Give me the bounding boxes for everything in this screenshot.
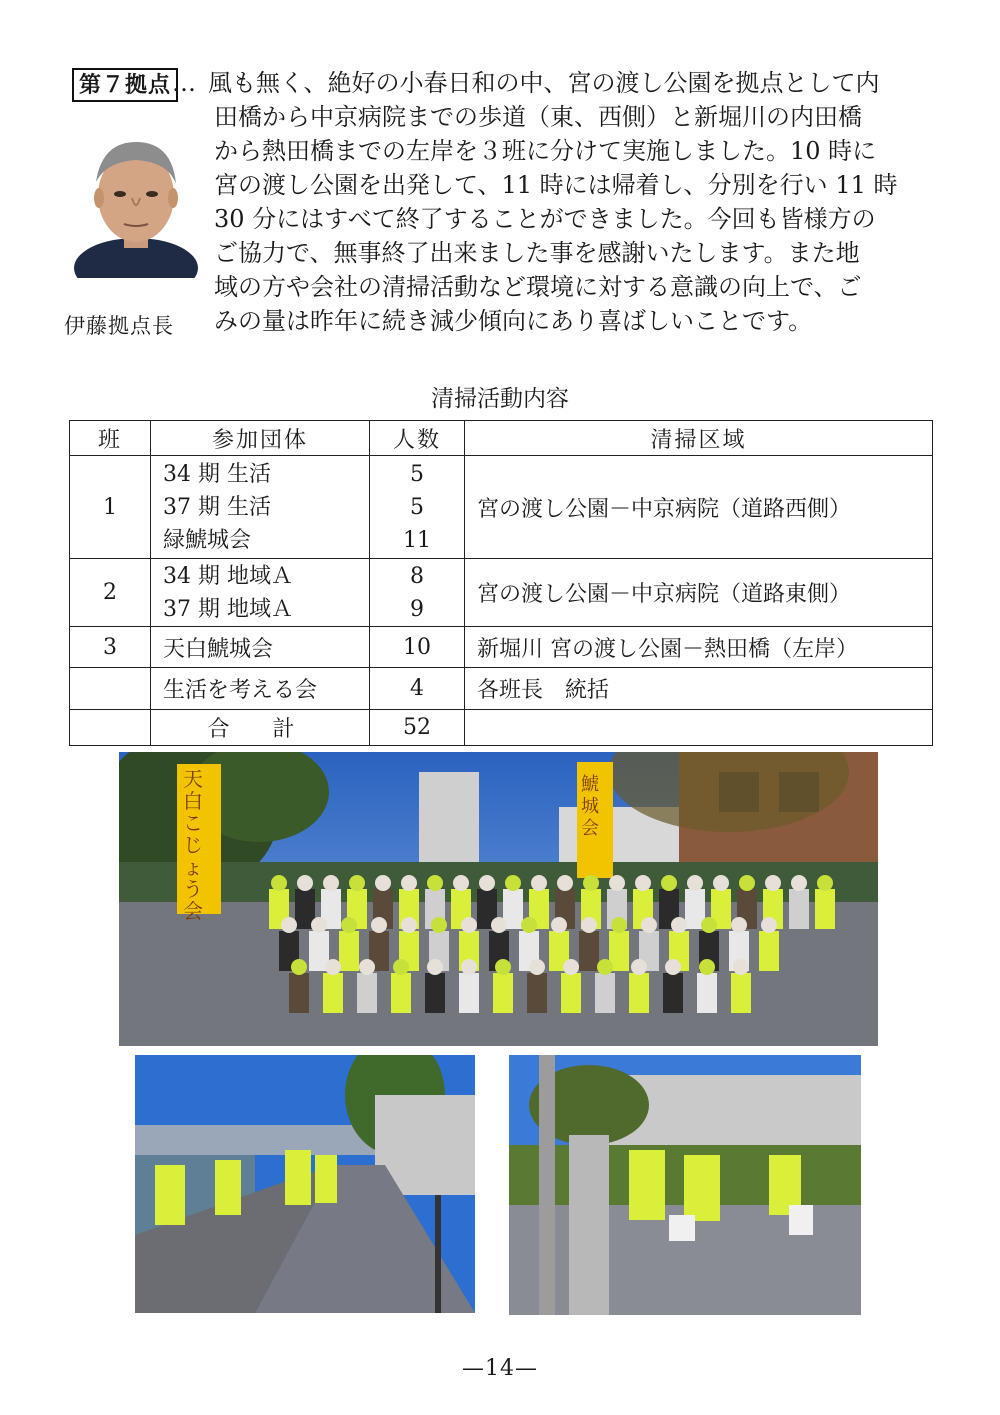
person-head (699, 959, 715, 975)
person-head (609, 875, 625, 891)
person-head (427, 959, 443, 975)
total-label: 合 計 (151, 710, 370, 746)
person-head (461, 959, 477, 975)
body-line: 30 分にはすべて終了することができました。今回も皆様方の (214, 205, 876, 233)
sidewalk-photo (509, 1055, 861, 1315)
person-head (701, 917, 717, 933)
cell-han: 1 (70, 456, 151, 559)
person-head (671, 917, 687, 933)
person-figure (357, 973, 377, 1013)
page-number: —14— (462, 1356, 538, 1381)
person-head (631, 959, 647, 975)
group-photo (119, 752, 878, 1046)
header-count: 人数 (370, 421, 465, 456)
person-figure (527, 973, 547, 1013)
portrait-caption: 伊藤拠点長 (64, 314, 174, 338)
person-head (641, 917, 657, 933)
header-area: 清掃区域 (465, 421, 933, 456)
person-head (733, 959, 749, 975)
person-head (665, 959, 681, 975)
person-head (393, 959, 409, 975)
person-head (281, 917, 297, 933)
person-head (529, 959, 545, 975)
person-figure (789, 889, 809, 929)
body-line: 田橋から中京病院までの歩道（東、西側）と新堀川の内田橋 (214, 103, 862, 131)
body-line: ご協力で、無事終了出来ました事を感謝いたします。また地 (214, 239, 860, 267)
person-head (551, 917, 567, 933)
group-name: 37 期 地域Ａ (163, 596, 293, 622)
cell-han (70, 668, 151, 710)
cell-groups: 生活を考える会 (151, 668, 370, 710)
person-figure (425, 973, 445, 1013)
body-paragraph (172, 66, 942, 338)
ellipsis-lead: … (172, 69, 196, 97)
cell-groups: 天白鯱城会 (151, 627, 370, 668)
portrait-photo (72, 128, 200, 278)
group-name: 緑鯱城会 (163, 527, 252, 553)
person-head (491, 917, 507, 933)
person-head (765, 875, 781, 891)
banner-right-text: 鯱城会 (581, 774, 599, 839)
person-figure (561, 973, 581, 1013)
person-head (375, 875, 391, 891)
person-head (583, 875, 599, 891)
header-group: 参加団体 (151, 421, 370, 456)
table-row (70, 668, 933, 710)
cell-groups (151, 456, 370, 559)
cell-counts: 10 (370, 627, 465, 668)
banner-left-text: 天白こじょう会 (183, 767, 203, 923)
cell-counts (370, 456, 465, 559)
cell-han: 3 (70, 627, 151, 668)
cell-area-empty (465, 710, 933, 746)
person-head (687, 875, 703, 891)
person-head (371, 917, 387, 933)
count-value: 9 (410, 596, 424, 622)
person-head (323, 875, 339, 891)
group-name: 34 期 地域Ａ (163, 563, 293, 589)
person-figure (323, 973, 343, 1013)
person-head (461, 917, 477, 933)
body-line (172, 66, 942, 100)
person-head (531, 875, 547, 891)
person-head (731, 917, 747, 933)
person-head (453, 875, 469, 891)
person-head (739, 875, 755, 891)
activity-table (69, 420, 933, 746)
table-row (70, 456, 933, 559)
count-value: 5 (410, 461, 424, 487)
table-row (70, 559, 933, 627)
table-row (70, 627, 933, 668)
person-head (427, 875, 443, 891)
group-name: 37 期 生活 (163, 494, 271, 520)
body-line-text: 風も無く、絶好の小春日和の中、宮の渡し公園を拠点として内 (208, 69, 880, 97)
person-head (291, 959, 307, 975)
person-figure (289, 973, 309, 1013)
person-head (325, 959, 341, 975)
body-line: 域の方や会社の清掃活動など環境に対する意識の向上で、ご (214, 273, 862, 301)
table-title: 清掃活動内容 (431, 386, 569, 412)
person-head (349, 875, 365, 891)
total-count: 52 (370, 710, 465, 746)
person-head (761, 917, 777, 933)
cell-counts: 4 (370, 668, 465, 710)
body-line: みの量は昨年に続き減少傾向にあり喜ばしいことです。 (214, 307, 813, 335)
person-figure (459, 973, 479, 1013)
person-head (563, 959, 579, 975)
person-head (401, 917, 417, 933)
person-head (581, 917, 597, 933)
count-value: 5 (410, 494, 424, 520)
person-head (791, 875, 807, 891)
group-name: 34 期 生活 (163, 461, 271, 487)
person-head (297, 875, 313, 891)
person-head (479, 875, 495, 891)
person-head (401, 875, 417, 891)
cell-area: 宮の渡し公園－中京病院（道路西側） (465, 456, 933, 559)
person-head (597, 959, 613, 975)
person-figure (663, 973, 683, 1013)
person-figure (731, 973, 751, 1013)
count-value: 11 (403, 527, 431, 553)
cell-groups (151, 559, 370, 627)
person-head (635, 875, 651, 891)
cell-han: 2 (70, 559, 151, 627)
person-figure (629, 973, 649, 1013)
person-head (271, 875, 287, 891)
body-line: 宮の渡し公園を出発して、11 時には帰着し、分別を行い 11 時 (214, 171, 898, 199)
person-head (661, 875, 677, 891)
person-head (817, 875, 833, 891)
person-figure (493, 973, 513, 1013)
person-head (557, 875, 573, 891)
table-header-row (70, 421, 933, 456)
cell-area: 新堀川 宮の渡し公園－熱田橋（左岸） (465, 627, 933, 668)
person-figure (697, 973, 717, 1013)
person-figure (595, 973, 615, 1013)
cell-area: 各班長 統括 (465, 668, 933, 710)
person-figure (391, 973, 411, 1013)
body-line: から熱田橋までの左岸を３班に分けて実施しました。10 時に (214, 137, 877, 165)
person-head (611, 917, 627, 933)
person-figure (579, 931, 599, 971)
person-head (359, 959, 375, 975)
person-head (505, 875, 521, 891)
person-head (495, 959, 511, 975)
person-head (341, 917, 357, 933)
cell-counts (370, 559, 465, 627)
header-han: 班 (70, 421, 151, 456)
riverside-photo (135, 1055, 475, 1313)
cell-han-empty (70, 710, 151, 746)
person-head (311, 917, 327, 933)
person-figure (339, 931, 359, 971)
count-value: 8 (410, 563, 424, 589)
person-head (521, 917, 537, 933)
section-badge: 第７拠点 (72, 68, 178, 102)
person-head (713, 875, 729, 891)
person-head (431, 917, 447, 933)
person-figure (759, 931, 779, 971)
table-total-row (70, 710, 933, 746)
person-figure (815, 889, 835, 929)
cell-area: 宮の渡し公園－中京病院（道路東側） (465, 559, 933, 627)
